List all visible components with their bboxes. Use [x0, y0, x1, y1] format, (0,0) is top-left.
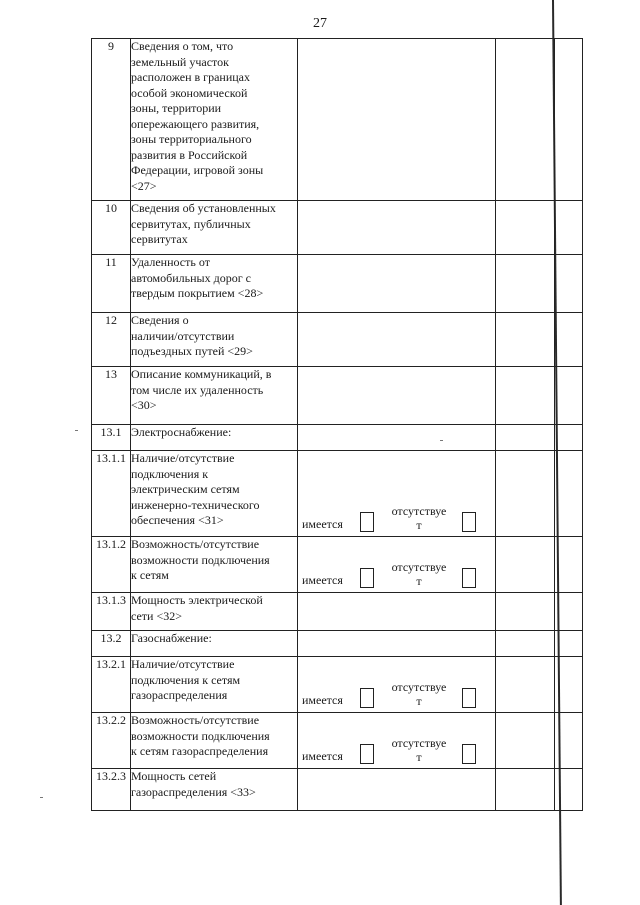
row-description: [131, 201, 298, 255]
value-cell[interactable]: [298, 713, 496, 769]
row-number-text: 13.1.3: [96, 593, 126, 607]
row-number-text: 12: [105, 313, 117, 327]
row-number: [92, 593, 131, 631]
row-description-text: Наличие/отсутствие подключения к электрическим сетям инженерно-технического обеспечения <31>: [131, 451, 260, 527]
table-row: [92, 657, 583, 713]
row-description-text: Возможность/отсутствие возможности подключения к сетям газораспределения: [131, 713, 270, 758]
empty-cell[interactable]: [496, 657, 555, 713]
row-description-text: Электроснабжение:: [131, 425, 232, 439]
option-absent-label: отсутствуе т: [391, 736, 447, 764]
empty-cell[interactable]: [496, 713, 555, 769]
row-number-text: 13: [105, 367, 117, 381]
row-description: [131, 367, 298, 425]
presence-options: [302, 732, 491, 764]
row-description-text: Наличие/отсутствие подключения к сетям газораспределения: [131, 657, 241, 702]
presence-options: [302, 500, 491, 532]
table-row: [92, 451, 583, 537]
row-description-text: Удаленность от автомобильных дорог с твердым покрытием <28>: [131, 255, 264, 300]
empty-cell[interactable]: [555, 631, 583, 657]
empty-cell[interactable]: [555, 769, 583, 811]
row-description: [131, 313, 298, 367]
value-cell[interactable]: [298, 39, 496, 201]
presence-options: [302, 556, 491, 588]
row-number: [92, 39, 131, 201]
empty-cell[interactable]: [496, 593, 555, 631]
value-cell[interactable]: [298, 451, 496, 537]
empty-cell[interactable]: [555, 313, 583, 367]
row-number: [92, 769, 131, 811]
row-number-text: 13.1.2: [96, 537, 126, 551]
row-number: [92, 451, 131, 537]
empty-cell[interactable]: [496, 451, 555, 537]
value-cell[interactable]: [298, 769, 496, 811]
table-row: [92, 367, 583, 425]
present-checkbox[interactable]: [360, 744, 374, 764]
row-number: [92, 631, 131, 657]
option-absent-label: отсутствуе т: [391, 680, 447, 708]
value-cell[interactable]: [298, 537, 496, 593]
value-cell[interactable]: [298, 367, 496, 425]
row-number: [92, 657, 131, 713]
option-present-label: имеется: [302, 748, 343, 763]
row-number: [92, 367, 131, 425]
empty-cell[interactable]: [555, 657, 583, 713]
present-checkbox[interactable]: [360, 568, 374, 588]
empty-cell[interactable]: [496, 769, 555, 811]
empty-cell[interactable]: [496, 313, 555, 367]
row-description-text: Сведения об установленных сервитутах, публичных сервитутах: [131, 201, 276, 246]
value-cell[interactable]: [298, 201, 496, 255]
empty-cell[interactable]: [496, 367, 555, 425]
value-cell[interactable]: [298, 657, 496, 713]
table-row: [92, 537, 583, 593]
row-number: [92, 313, 131, 367]
option-present-label: имеется: [302, 516, 343, 531]
empty-cell[interactable]: [496, 255, 555, 313]
row-number: [92, 537, 131, 593]
value-cell[interactable]: [298, 425, 496, 451]
empty-cell[interactable]: [496, 425, 555, 451]
table-row: [92, 201, 583, 255]
row-number-text: 11: [105, 255, 117, 269]
table-row: [92, 713, 583, 769]
land-plot-info-table: [91, 38, 583, 811]
page-number: 27: [313, 16, 327, 31]
present-checkbox[interactable]: [360, 512, 374, 532]
row-description: [131, 39, 298, 201]
present-checkbox[interactable]: [360, 688, 374, 708]
empty-cell[interactable]: [496, 537, 555, 593]
row-number: [92, 713, 131, 769]
row-description: [131, 631, 298, 657]
row-description: [131, 593, 298, 631]
row-number-text: 13.2.2: [96, 713, 126, 727]
row-number: [92, 425, 131, 451]
empty-cell[interactable]: [496, 631, 555, 657]
row-description-text: Сведения о наличии/отсутствии подъездных путей <29>: [131, 313, 253, 358]
empty-cell[interactable]: [496, 201, 555, 255]
table-row: [92, 313, 583, 367]
row-description-text: Мощность сетей газораспределения <33>: [131, 769, 256, 799]
row-number-text: 13.2: [100, 631, 122, 645]
row-description: [131, 713, 298, 769]
empty-cell[interactable]: [555, 713, 583, 769]
empty-cell[interactable]: [555, 537, 583, 593]
absent-checkbox[interactable]: [462, 744, 476, 764]
option-present-label: имеется: [302, 692, 343, 707]
row-number-text: 13.1.1: [96, 451, 126, 465]
row-number-text: 13.2.1: [96, 657, 126, 671]
row-description: [131, 769, 298, 811]
row-description-text: Газоснабжение:: [131, 631, 212, 645]
row-number: [92, 201, 131, 255]
absent-checkbox[interactable]: [462, 512, 476, 532]
empty-cell[interactable]: [555, 255, 583, 313]
row-number-text: 13.2.3: [96, 769, 126, 783]
table-row: [92, 255, 583, 313]
empty-cell[interactable]: [555, 425, 583, 451]
row-number: [92, 255, 131, 313]
row-description-text: Мощность электрической сети <32>: [131, 593, 263, 623]
value-cell[interactable]: [298, 313, 496, 367]
row-description: [131, 657, 298, 713]
scan-dot: [75, 430, 78, 431]
presence-options: [302, 676, 491, 708]
table-row: [92, 39, 583, 201]
row-description: [131, 425, 298, 451]
absent-checkbox[interactable]: [462, 688, 476, 708]
row-number-text: 13.1: [100, 425, 122, 439]
empty-cell[interactable]: [555, 201, 583, 255]
row-number-text: 10: [105, 201, 117, 215]
empty-cell[interactable]: [496, 39, 555, 201]
row-description: [131, 255, 298, 313]
table-row: [92, 593, 583, 631]
empty-cell[interactable]: [555, 39, 583, 201]
option-absent-label: отсутствуе т: [391, 504, 447, 532]
option-absent-label: отсутствуе т: [391, 560, 447, 588]
value-cell[interactable]: [298, 593, 496, 631]
table-row: [92, 631, 583, 657]
table-row: [92, 769, 583, 811]
row-description: [131, 451, 298, 537]
empty-cell[interactable]: [555, 367, 583, 425]
row-description-text: Возможность/отсутствие возможности подключения к сетям: [131, 537, 270, 582]
empty-cell[interactable]: [555, 593, 583, 631]
row-description-text: Описание коммуникаций, в том числе их удаленность <30>: [131, 367, 272, 412]
option-present-label: имеется: [302, 572, 343, 587]
empty-cell[interactable]: [555, 451, 583, 537]
row-number-text: 9: [108, 39, 114, 53]
value-cell[interactable]: [298, 255, 496, 313]
value-cell[interactable]: [298, 631, 496, 657]
scan-dot: [40, 797, 43, 798]
row-description: [131, 537, 298, 593]
table-row: [92, 425, 583, 451]
row-description-text: Сведения о том, что земельный участок расположен в границах особой экономической зоны, территории опережающего развития, зоны территориального развития в Российской Федерации, игровой зоны <27>: [131, 39, 264, 193]
absent-checkbox[interactable]: [462, 568, 476, 588]
